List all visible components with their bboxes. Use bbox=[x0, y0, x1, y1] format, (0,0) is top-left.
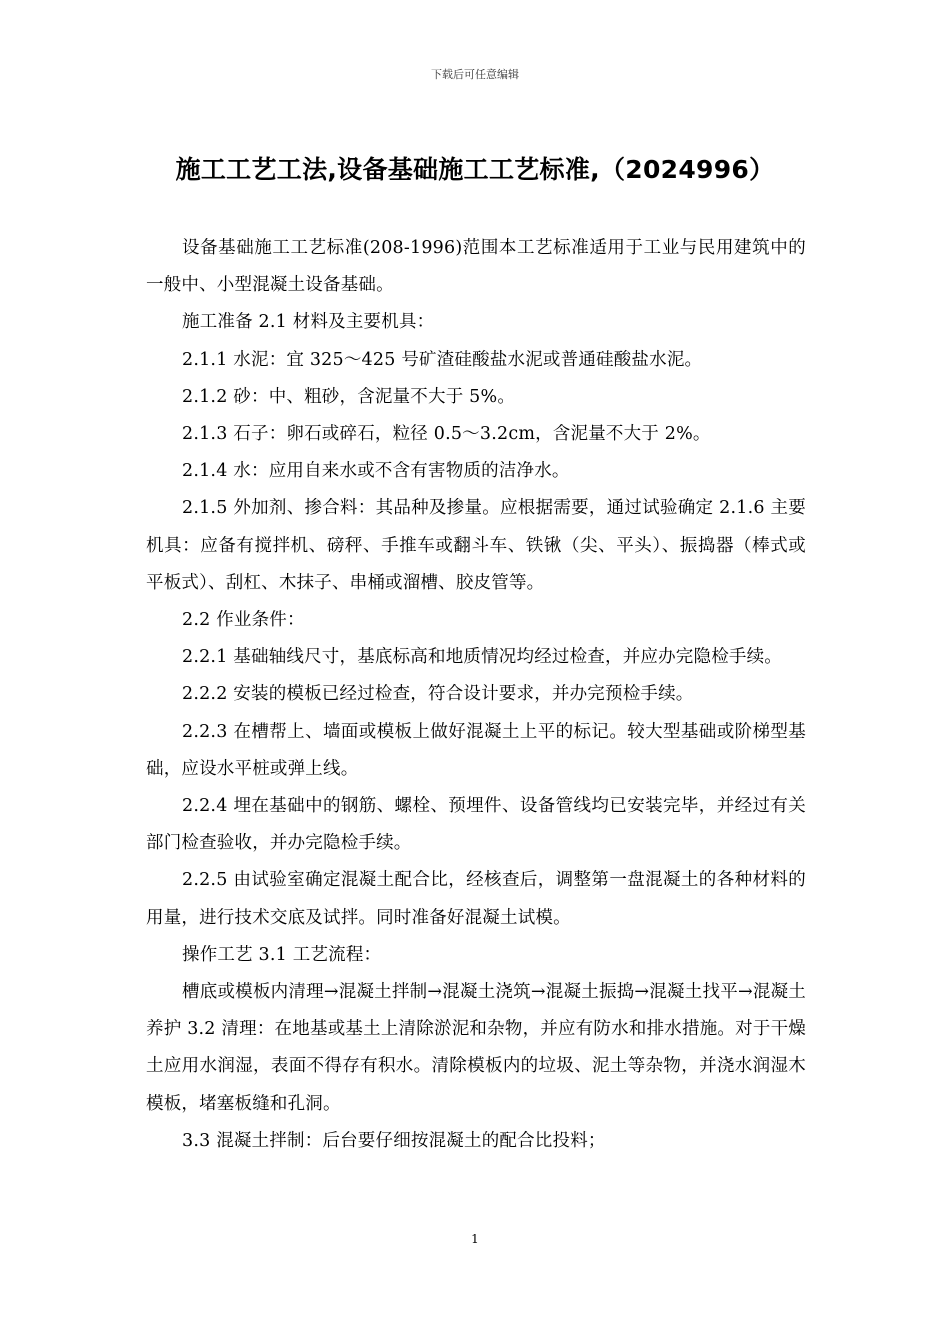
paragraph: 2.2.1 基础轴线尺寸，基底标高和地质情况均经过检查，并应办完隐检手续。 bbox=[182, 647, 782, 668]
paragraph: 2.2.4 埋在基础中的钢筋、螺栓、预埋件、设备管线均已安装完毕，并经过有关部门检查验收，并办完隐检手续。 bbox=[146, 796, 806, 854]
paragraph: 2.2.2 安装的模板已经过检查，符合设计要求，并办完预检手续。 bbox=[182, 684, 694, 705]
page-number: 1 bbox=[471, 1232, 479, 1246]
paragraph: 2.2.5 由试验室确定混凝土配合比，经核查后，调整第一盘混凝土的各种材料的用量，进行技术交底及试拌。同时准备好混凝土试模。 bbox=[146, 870, 806, 928]
paragraph: 设备基础施工工艺标准(208-1996)范围本工艺标准适用于工业与民用建筑中的一般中、小型混凝土设备基础。 bbox=[146, 238, 806, 296]
page-header-note: 下载后可任意编辑 bbox=[431, 68, 519, 81]
paragraph: 2.1.5 外加剂、掺合料：其品种及掺量。应根据需要，通过试验确定 2.1.6 主要机具：应备有搅拌机、磅秤、手推车或翻斗车、铁锹（尖、平头）、振捣器（棒式或平板式）、刮杠、木抹子、串桶或溜槽、胶皮管等。 bbox=[146, 498, 806, 593]
paragraph: 2.2.3 在槽帮上、墙面或模板上做好混凝土上平的标记。较大型基础或阶梯型基础，应设水平桩或弹上线。 bbox=[146, 721, 806, 779]
paragraph: 2.1.3 石子：卵石或碎石，粒径 0.5～3.2cm，含泥量不大于 2%。 bbox=[182, 424, 711, 445]
paragraph: 2.1.2 砂：中、粗砂，含泥量不大于 5%。 bbox=[182, 386, 516, 407]
paragraph: 2.1.1 水泥：宜 325～425 号矿渣硅酸盐水泥或普通硅酸盐水泥。 bbox=[182, 349, 703, 370]
paragraph: 3.3 混凝土拌制：后台要仔细按混凝土的配合比投料； bbox=[182, 1130, 606, 1151]
paragraph: 槽底或模板内清理→混凝土拌制→混凝土浇筑→混凝土振捣→混凝土找平→混凝土养护 3.2 清理：在地基或基土上清除淤泥和杂物，并应有防水和排水措施。对于干燥土应用水润湿，表面不得存有积水。清除模板内的垃圾、泥土等杂物，并浇水润湿木模板，堵塞板缝和孔洞。 bbox=[146, 982, 806, 1114]
document-body bbox=[146, 230, 806, 1160]
paragraph: 2.1.4 水：应用自来水或不含有害物质的洁净水。 bbox=[182, 461, 570, 482]
paragraph: 操作工艺 3.1 工艺流程： bbox=[182, 944, 382, 965]
paragraph: 2.2 作业条件： bbox=[182, 610, 305, 631]
document-title: 施工工艺工法,设备基础施工工艺标准,（2024996） bbox=[175, 155, 775, 184]
paragraph: 施工准备 2.1 材料及主要机具： bbox=[182, 312, 435, 333]
